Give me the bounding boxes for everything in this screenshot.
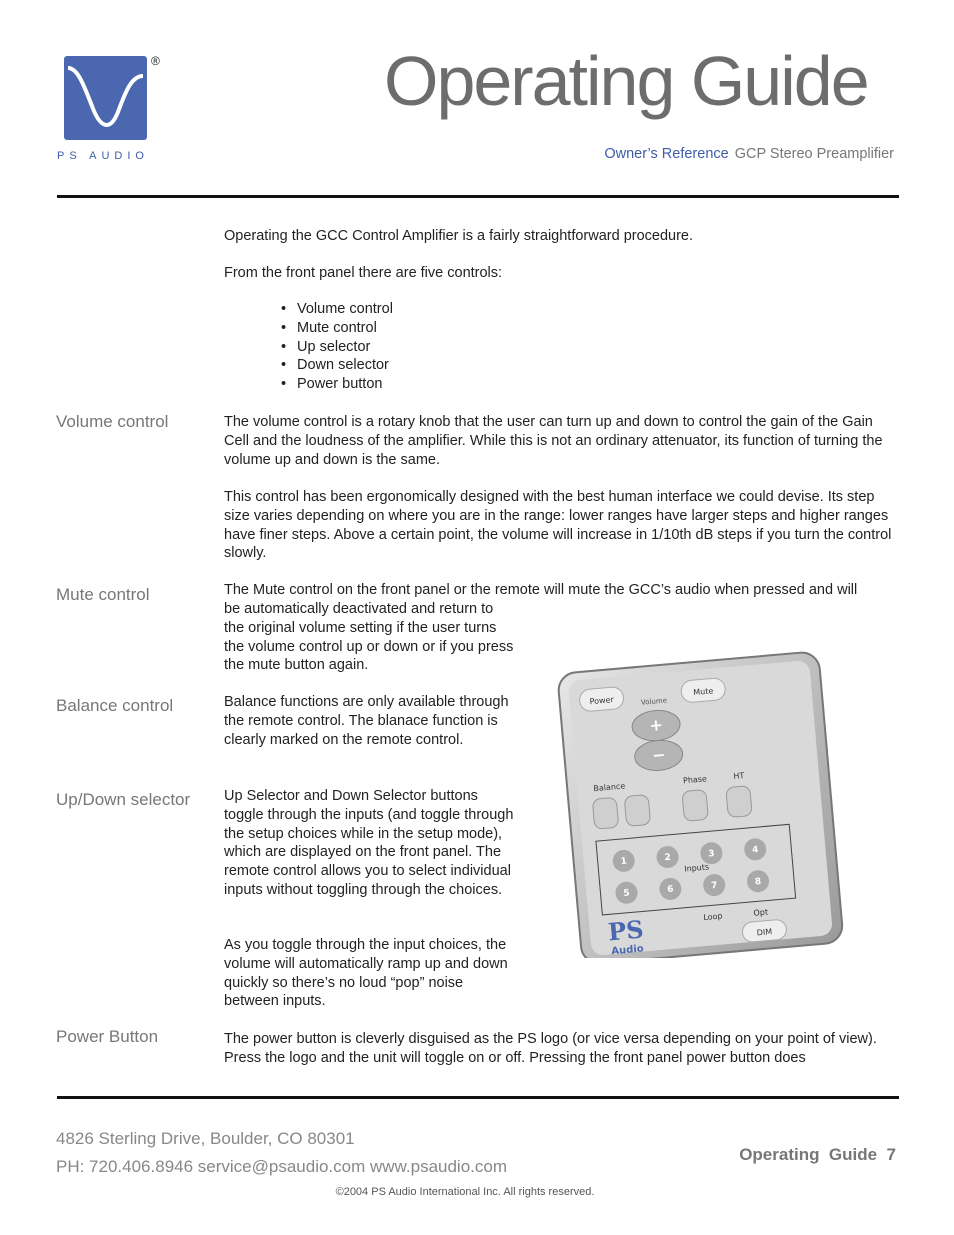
remote-volume-label: Volume xyxy=(640,696,668,707)
controls-list xyxy=(281,300,393,394)
footer-copyright: ©2004 PS Audio International Inc. All rights reserved. xyxy=(335,1186,595,1198)
remote-phase-button xyxy=(682,789,709,821)
remote-inputs-label: Inputs xyxy=(683,862,710,874)
heading-balance-control: Balance control xyxy=(56,696,174,715)
remote-mute-label: Mute xyxy=(692,686,714,698)
footer-divider xyxy=(57,1096,899,1099)
volume-paragraph-1: The volume control is a rotary knob that the user can turn up and down to control the gain of the Gain Cell and the loudness of the amplifier. While this is not an ordinary attenuator, its function of turning the volume up and down is the same. xyxy=(224,414,883,468)
heading-mute-control: Mute control xyxy=(56,585,150,604)
remote-input-3-label: 3 xyxy=(707,848,716,860)
footer-address: 4826 Sterling Drive, Boulder, CO 80301 xyxy=(56,1129,355,1148)
page-subtitle xyxy=(604,146,894,162)
mute-paragraph-rest: be automatically deactivated and return to the original volume setting if the user turns the volume control up or down or if you press the mute button again. xyxy=(224,601,514,674)
page-title: Operating Guide xyxy=(384,42,868,120)
updown-paragraph-1: Up Selector and Down Selector buttons toggle through the inputs (and toggle through the setup choices while in the setup mode), which are displayed on the front panel. The remote control allows you to select individual inputs without toggling through the choices. xyxy=(224,788,514,898)
remote-input-7-label: 7 xyxy=(710,880,718,892)
remote-ps-logo: PS xyxy=(606,914,645,947)
footer-contact: PH: 720.406.8946 service@psaudio.com www.psaudio.com xyxy=(56,1157,507,1176)
remote-control-image xyxy=(555,648,845,958)
remote-minus-label: − xyxy=(651,744,667,765)
remote-phase-label: Phase xyxy=(682,774,708,786)
mute-paragraph-line-1: The Mute control on the front panel or the remote will mute the GCC’s audio when pressed and will xyxy=(224,582,858,598)
ps-audio-logo xyxy=(64,56,147,140)
list-item: • Up selector xyxy=(281,338,393,357)
remote-input-8-label: 8 xyxy=(754,876,762,888)
remote-input-2-label: 2 xyxy=(664,852,672,864)
list-item: • Mute control xyxy=(281,319,393,338)
header-divider xyxy=(57,195,899,198)
heading-volume-control: Volume control xyxy=(56,412,169,431)
updown-paragraph-2: As you toggle through the input choices, the volume will automatically ramp up and down quickly so there’s no loud “pop” noise between inputs. xyxy=(224,937,508,1010)
power-paragraph: The power button is cleverly disguised as the PS logo (or vice versa depending on your point of view). Press the logo and the unit will toggle on or off. Pressing the front panel power button does xyxy=(224,1031,877,1066)
list-item: • Down selector xyxy=(281,356,393,375)
logo-wordmark: PS AUDIO xyxy=(57,150,149,162)
remote-opt-label: Opt xyxy=(753,907,769,918)
remote-input-4-label: 4 xyxy=(751,845,759,856)
remote-input-5-label: 5 xyxy=(623,888,631,899)
list-item: • Volume control xyxy=(281,300,393,319)
remote-dim-label: DIM xyxy=(756,927,773,938)
remote-loop-label: Loop xyxy=(703,911,723,923)
remote-ht-label: HT xyxy=(732,771,745,781)
remote-audio-logo: Audio xyxy=(610,943,645,958)
remote-input-6-label: 6 xyxy=(666,884,675,896)
subtitle-owners-reference: Owner’s Reference xyxy=(604,146,729,162)
remote-plus-label: + xyxy=(648,714,664,736)
heading-power-button: Power Button xyxy=(56,1027,159,1046)
remote-balance-label: Balance xyxy=(593,781,626,794)
registered-mark: ® xyxy=(151,54,160,68)
intro-paragraph-1: Operating the GCC Control Amplifier is a fairly straightforward procedure. xyxy=(224,228,694,244)
list-item: • Power button xyxy=(281,375,393,394)
remote-input-1-label: 1 xyxy=(620,856,628,868)
heading-up-down-selector: Up/Down selector xyxy=(56,790,191,809)
balance-paragraph: Balance functions are only available through the remote control. The blanace function is clearly marked on the remote control. xyxy=(224,694,509,748)
subtitle-product: GCP Stereo Preamplifier xyxy=(734,146,894,162)
intro-paragraph-2: From the front panel there are five controls: xyxy=(224,265,503,281)
volume-paragraph-2: This control has been ergonomically designed with the best human interface we could devise. Its step size varies depending on where you are in the range: lower ranges have larger steps and higher ranges have finer steps. Above a certain point, the volume will increase in 1/10th dB steps if you turn the control slowly. xyxy=(224,489,892,562)
remote-balance-left-button xyxy=(592,797,619,829)
remote-power-label: Power xyxy=(589,695,615,707)
footer-address-block xyxy=(56,1125,507,1181)
remote-ht-button xyxy=(726,786,753,818)
footer-page-label: Operating Guide 7 xyxy=(739,1145,896,1164)
remote-balance-right-button xyxy=(624,794,651,826)
